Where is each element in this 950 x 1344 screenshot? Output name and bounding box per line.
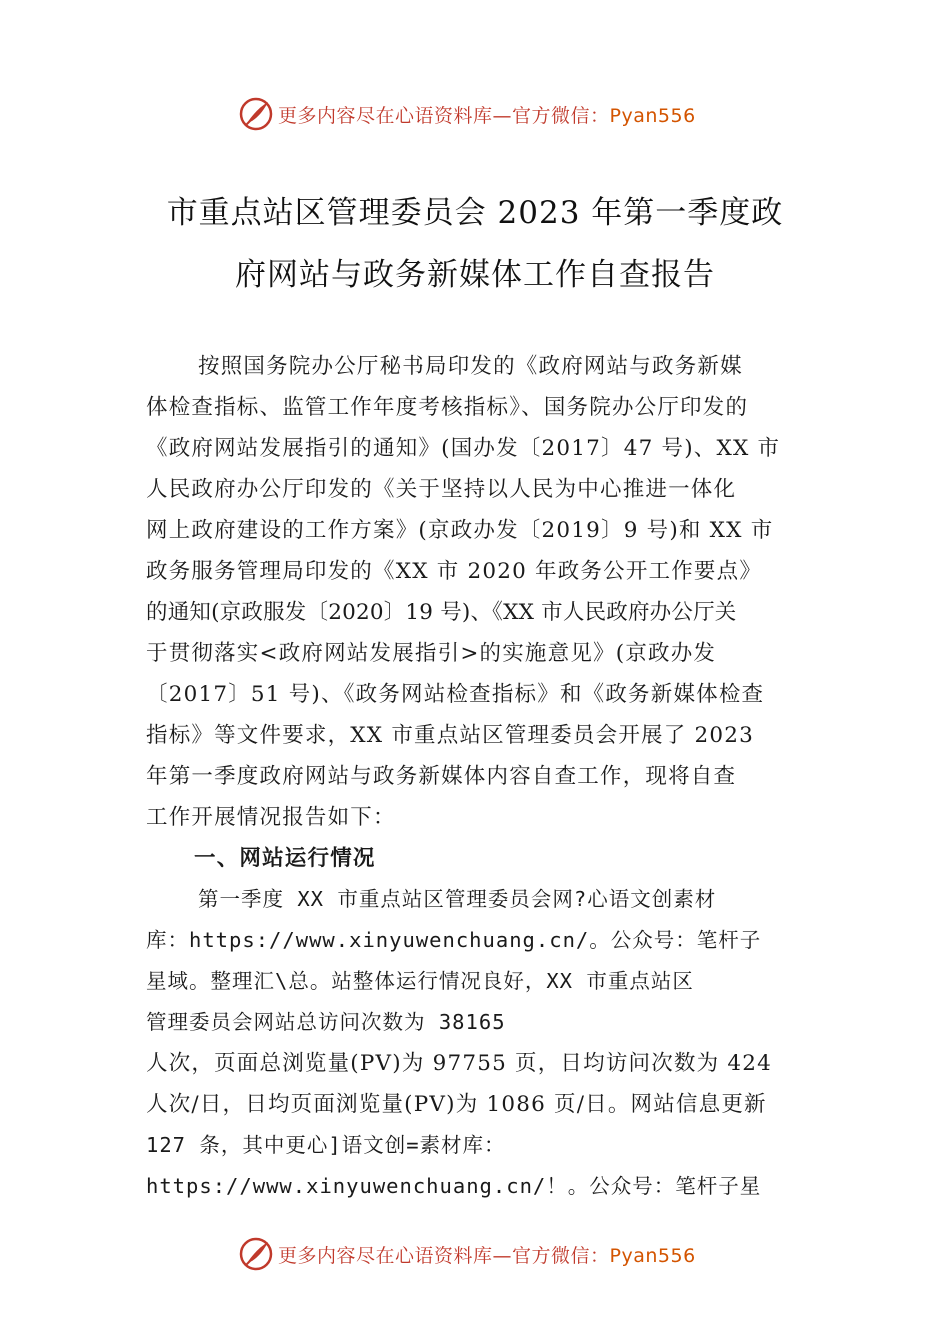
quill-logo-icon bbox=[238, 1236, 274, 1272]
document-title bbox=[100, 182, 850, 306]
banner-text bbox=[278, 1241, 696, 1268]
title-line-2: 府网站与政务新媒体工作自查报告 bbox=[235, 257, 715, 293]
paragraph-1-line: 《政府网站发展指引的通知》(国办发〔2017〕47 号)、XX 市 bbox=[146, 436, 781, 461]
section-heading: 一、网站运行情况 bbox=[194, 846, 376, 871]
banner-wechat-id: Pyan556 bbox=[609, 1244, 696, 1267]
paragraph-1-line: 年第一季度政府网站与政务新媒体内容自查工作，现将自查 bbox=[146, 764, 737, 789]
header-banner bbox=[238, 94, 758, 134]
paragraph-1-line: 政务服务管理局印发的《XX 市 2020 年政务公开工作要点》 bbox=[146, 559, 763, 584]
banner-wechat-id: Pyan556 bbox=[609, 104, 696, 127]
paragraph-2-line: 人次，页面总浏览量(PV)为 97755 页，日均访问次数为 424 bbox=[146, 1051, 773, 1076]
document-body bbox=[146, 346, 814, 1207]
quill-logo-icon bbox=[238, 96, 274, 132]
paragraph-1-line: 网上政府建设的工作方案》(京政办发〔2019〕9 号)和 XX 市 bbox=[146, 518, 774, 543]
paragraph-1-line: 〔2017〕51 号)、《政务网站检查指标》和《政务新媒体检查 bbox=[146, 682, 765, 707]
banner-main-text: 更多内容尽在心语资料库—官方微信： bbox=[278, 1244, 610, 1267]
paragraph-2-line: 库：https://www.xinyuwenchuang.cn/。公众号：笔杆子 bbox=[146, 928, 762, 952]
paragraph-1-line: 体检查指标、监管工作年度考核指标》、国务院办公厅印发的 bbox=[146, 395, 749, 420]
paragraph-2-line: 127 条，其中更心]语文创=素材库： bbox=[146, 1133, 506, 1157]
paragraph-1-line: 于贯彻落实<政府网站发展指引>的实施意见》(京政办发 bbox=[146, 641, 717, 666]
paragraph-1-line: 按照国务院办公厅秘书局印发的《政府网站与政务新媒 bbox=[198, 354, 743, 379]
title-line-1: 市重点站区管理委员会 2023 年第一季度政 bbox=[166, 195, 784, 231]
paragraph-2-line: 星域。整理汇\总。站整体运行情况良好，XX 市重点站区 bbox=[146, 969, 694, 993]
paragraph-1-line: 人民政府办公厅印发的《关于坚持以人民为中心推进一体化 bbox=[146, 477, 737, 502]
banner-main-text: 更多内容尽在心语资料库—官方微信： bbox=[278, 104, 610, 127]
paragraph-2-line: 第一季度 XX 市重点站区管理委员会网?心语文创素材 bbox=[198, 887, 717, 911]
paragraph-2-line: 管理委员会网站总访问次数为 38165 bbox=[146, 1010, 506, 1034]
paragraph-1-line: 的通知(京政服发〔2020〕19 号)、《XX 市人民政府办公厅关 bbox=[146, 600, 737, 625]
paragraph-2-line: https://www.xinyuwenchuang.cn/！。公众号：笔杆子星 bbox=[146, 1174, 762, 1198]
footer-banner bbox=[238, 1234, 758, 1274]
paragraph-1-line: 工作开展情况报告如下： bbox=[146, 805, 396, 830]
paragraph-2-line: 人次/日，日均页面浏览量(PV)为 1086 页/日。网站信息更新 bbox=[146, 1092, 767, 1117]
paragraph-1-line: 指标》等文件要求，XX 市重点站区管理委员会开展了 2023 bbox=[146, 723, 754, 748]
banner-text bbox=[278, 101, 696, 128]
